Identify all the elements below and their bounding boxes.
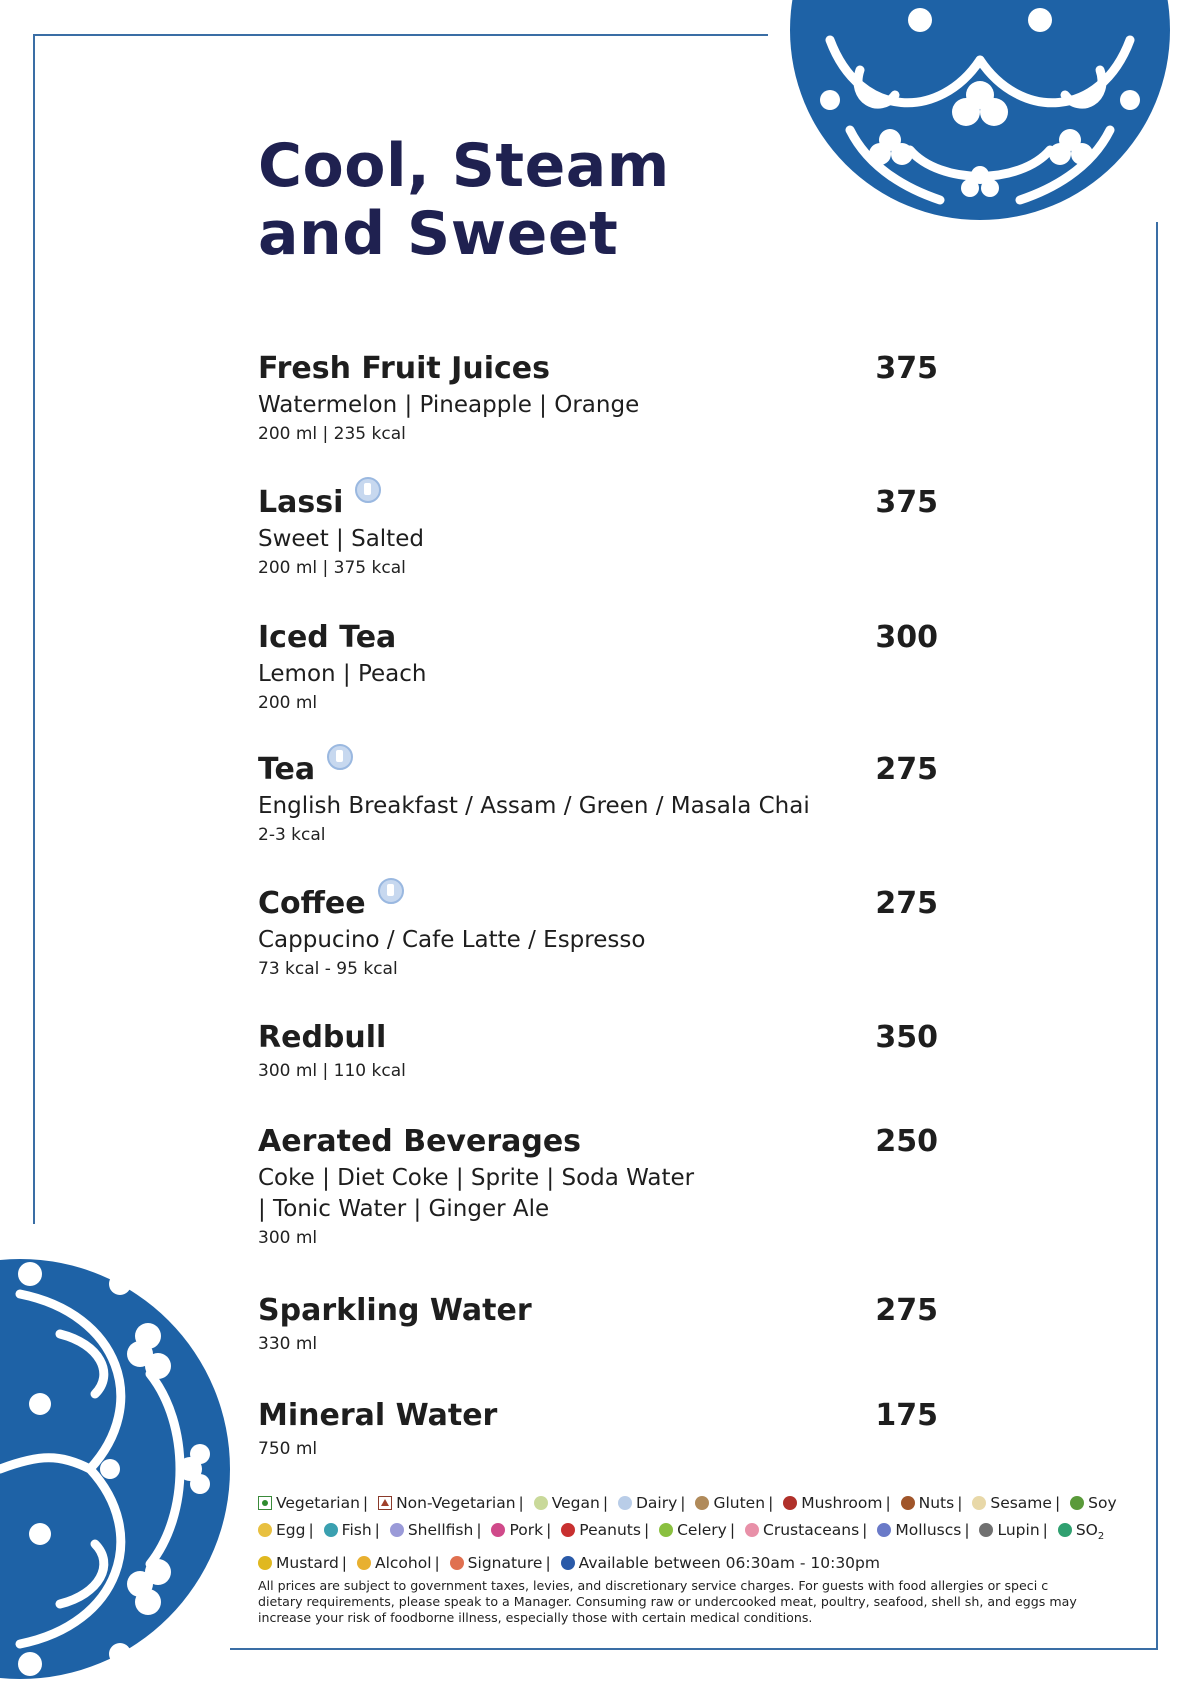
item-name: Aerated Beverages (258, 1124, 582, 1159)
legend-nuts: Nuts (918, 1494, 955, 1512)
item-price: 300 (875, 620, 938, 655)
item-description: Watermelon | Pineapple | Orange (258, 392, 640, 418)
menu-item (258, 750, 938, 848)
menu-item (258, 618, 938, 716)
so2-icon (1058, 1523, 1072, 1537)
item-meta: 300 ml (258, 1228, 318, 1248)
crustaceans-icon (745, 1523, 759, 1537)
fish-icon (324, 1523, 338, 1537)
menu-item (258, 1018, 938, 1084)
legend-shellfish: Shellfish (407, 1521, 474, 1539)
menu-item (258, 483, 938, 581)
item-meta: 73 kcal - 95 kcal (258, 959, 398, 979)
dairy-icon (355, 477, 381, 503)
item-description: Lemon | Peach (258, 661, 427, 687)
item-price: 175 (875, 1398, 938, 1433)
nuts-icon (901, 1496, 915, 1510)
legend-dairy: Dairy (636, 1494, 678, 1512)
legend-alcohol: Alcohol (374, 1554, 432, 1573)
title-line-1: Cool, Steam (258, 131, 670, 201)
gluten-icon (695, 1496, 709, 1510)
menu-item (258, 349, 938, 447)
item-price: 350 (875, 1020, 938, 1055)
dairy-icon (327, 744, 353, 770)
disclaimer-text: All prices are subject to government taxes, levies, and discretionary service charges. For guests with food allergies or speci c dietary requirements, please speak to a Manager. Consuming raw or undercooked meat, poultry, seafood, shell sh, and eggs may increase your risk of foodborne illness, especially those with certain medical conditions. (258, 1578, 1077, 1625)
item-name: Fresh Fruit Juices (258, 351, 550, 386)
legend-celery: Celery (677, 1521, 727, 1539)
legend-crustaceans: Crustaceans (763, 1521, 860, 1539)
ornament-bottom-left (0, 1254, 240, 1684)
item-name: Sparkling Water (258, 1293, 532, 1328)
molluscs-icon (877, 1523, 891, 1537)
legend-sesame: Sesame (990, 1494, 1052, 1512)
legend-vegetarian: Vegetarian (276, 1494, 360, 1512)
legend-row-2: Egg | Fish | Shellfish | Pork | Peanuts | Celery | Crustaceans | Molluscs | Lupin | $SO_2$ (258, 1517, 1098, 1550)
item-description: Coke | Diet Coke | Sprite | Soda Water | Tonic Water | Ginger Ale (258, 1165, 695, 1222)
legend-mushroom: Mushroom (801, 1494, 883, 1512)
pork-icon (491, 1523, 505, 1537)
legend-pork: Pork (509, 1521, 544, 1539)
signature-icon (450, 1556, 464, 1570)
item-price: 250 (875, 1124, 938, 1159)
menu-item (258, 1396, 938, 1462)
item-name: Mineral Water (258, 1398, 498, 1433)
allergen-legend (258, 1490, 1117, 1577)
item-name: Redbull (258, 1020, 387, 1055)
shellfish-icon (390, 1523, 404, 1537)
legend-signature: Signature (467, 1554, 543, 1573)
alcohol-icon (357, 1556, 371, 1570)
item-price: 275 (875, 1293, 938, 1328)
menu-item (258, 1291, 938, 1357)
lupin-icon (979, 1523, 993, 1537)
item-meta: 330 ml (258, 1334, 318, 1354)
page-title (258, 132, 670, 268)
legend-soy: Soy (1088, 1494, 1117, 1512)
menu-item (258, 884, 938, 982)
ornament-top-right (790, 0, 1170, 225)
item-meta: 200 ml (258, 693, 318, 713)
non-vegetarian-icon (378, 1496, 392, 1510)
legend-lupin: Lupin (997, 1521, 1040, 1539)
peanuts-icon (561, 1523, 575, 1537)
item-name: Coffee (258, 886, 366, 921)
legend-so2: SO (1075, 1521, 1098, 1539)
mustard-icon (258, 1556, 272, 1570)
legend-peanuts: Peanuts (579, 1521, 641, 1539)
item-name: Iced Tea (258, 620, 397, 655)
legend-row-1: Vegetarian | Non-Vegetarian | Vegan | Dairy | Gluten | Mushroom | Nuts | Sesame | Soy (258, 1490, 1098, 1517)
soy-icon (1070, 1496, 1084, 1510)
legend-mustard: Mustard (276, 1554, 339, 1573)
item-meta: 300 ml | 110 kcal (258, 1061, 406, 1081)
availability-icon (561, 1556, 575, 1570)
frame-right-line (1156, 222, 1158, 1650)
sesame-icon (972, 1496, 986, 1510)
celery-icon (659, 1523, 673, 1537)
title-line-2: and Sweet (258, 199, 619, 269)
item-price: 375 (875, 485, 938, 520)
item-price: 275 (875, 886, 938, 921)
legend-fish: Fish (341, 1521, 372, 1539)
item-name: Lassi (258, 485, 344, 520)
frame-bottom-line (230, 1648, 1158, 1650)
item-meta: 2-3 kcal (258, 825, 326, 845)
item-description: English Breakfast / Assam / Green / Masala Chai (258, 793, 810, 819)
legend-availability: Available between 06:30am - 10:30pm (578, 1554, 880, 1573)
item-price: 375 (875, 351, 938, 386)
item-meta: 200 ml | 235 kcal (258, 424, 406, 444)
item-description: Sweet | Salted (258, 526, 424, 552)
legend-so2-subscript: 2 (1097, 1531, 1105, 1543)
legend-gluten: Gluten (713, 1494, 766, 1512)
item-name: Tea (258, 752, 316, 787)
item-description: Cappucino / Cafe Latte / Espresso (258, 927, 646, 953)
vegetarian-icon (258, 1496, 272, 1510)
mushroom-icon (783, 1496, 797, 1510)
egg-icon (258, 1523, 272, 1537)
legend-egg: Egg (276, 1521, 306, 1539)
vegan-icon (534, 1496, 548, 1510)
legend-vegan: Vegan (551, 1494, 600, 1512)
item-price: 275 (875, 752, 938, 787)
item-meta: 200 ml | 375 kcal (258, 558, 406, 578)
frame-left-line (33, 34, 35, 1224)
dairy-icon (378, 878, 404, 904)
legend-non-vegetarian: Non-Vegetarian (396, 1494, 516, 1512)
dairy-icon (618, 1496, 632, 1510)
menu-item (258, 1122, 938, 1251)
legend-molluscs: Molluscs (895, 1521, 962, 1539)
legend-row-3: Mustard | Alcohol | Signature | Available between 06:30am - 10:30pm (258, 1550, 1098, 1577)
frame-top-line (34, 34, 768, 36)
item-meta: 750 ml (258, 1439, 318, 1459)
